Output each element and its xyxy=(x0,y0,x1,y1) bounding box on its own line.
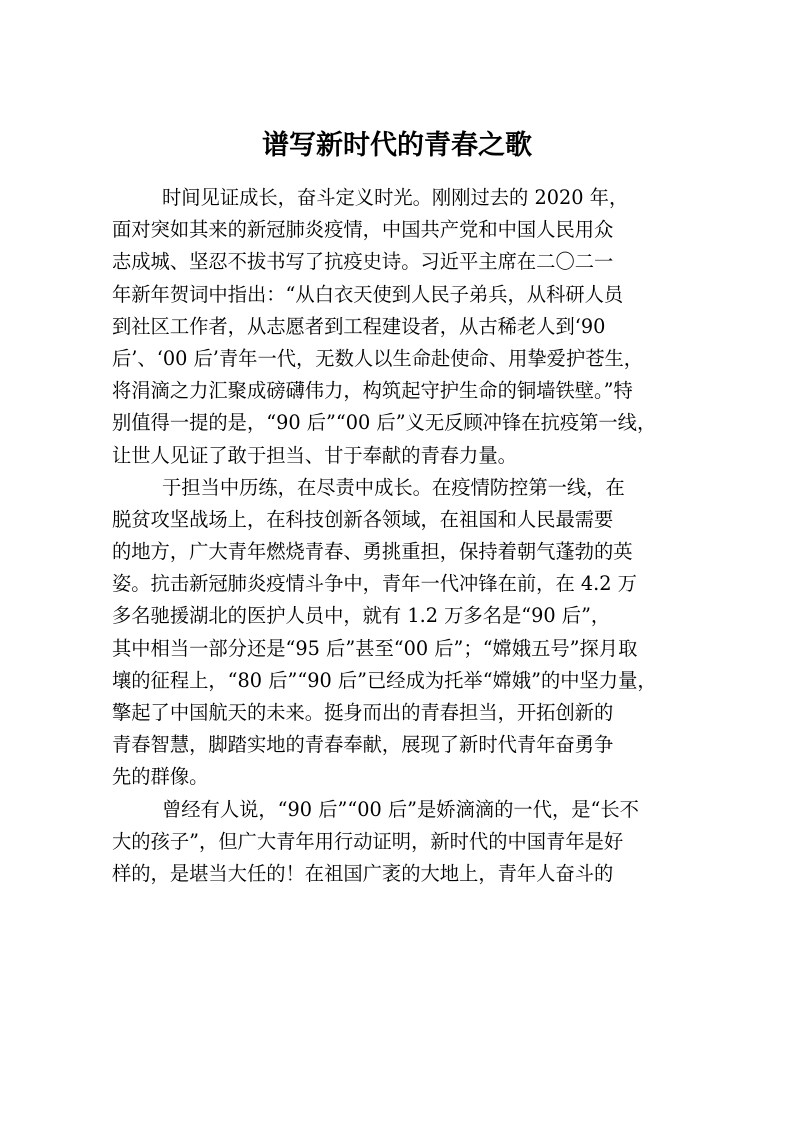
page-title: 谱写新时代的青春之歌 xyxy=(262,130,532,161)
text-line: 先的群像。 xyxy=(112,765,209,789)
text-line: 年新年贺词中指出：“从白衣天使到人民子弟兵，从科研人员 xyxy=(112,282,624,306)
text-line: 时间见证成长，奋斗定义时光。刚刚过去的 2020 年， xyxy=(162,186,629,209)
text-line: 姿。抗击新冠肺炎疫情斗争中，青年一代冲锋在前，在 4.2 万 xyxy=(112,572,637,596)
text-line: 样的，是堪当大任的！在祖国广袤的大地上，青年人奋斗的 xyxy=(112,861,614,885)
text-line: 多名驰援湖北的医护人员中，就有 1.2 万多名是“90 后”， xyxy=(112,604,611,628)
text-line: 曾经有人说，“90 后”“00 后”是娇滴滴的一代，是“长不 xyxy=(162,797,639,821)
text-line: 的地方，广大青年燃烧青春、勇挑重担，保持着朝气蓬勃的英 xyxy=(112,540,633,564)
text-line: 其中相当一部分还是“95 后”甚至“00 后”；“嫦娥五号”探月取 xyxy=(112,636,638,660)
text-line: 壤的征程上，“80 后”“90 后”已经成为托举“嫦娥”的中坚力量， xyxy=(112,668,657,692)
article-body xyxy=(112,182,684,890)
text-line: 于担当中历练，在尽责中成长。在疫情防控第一线，在 xyxy=(162,475,625,499)
text-line: 让世人见证了敢于担当、甘于奉献的青春力量。 xyxy=(112,443,517,467)
text-line: 到社区工作者，从志愿者到工程建设者，从古稀老人到‘90 xyxy=(112,314,606,338)
text-line: 面对突如其来的新冠肺炎疫情，中国共产党和中国人民用众 xyxy=(112,218,614,242)
text-line: 青春智慧，脚踏实地的青春奉献，展现了新时代青年奋勇争 xyxy=(112,733,614,757)
text-line: 将涓滴之力汇聚成磅礴伟力，构筑起守护生命的铜墙铁壁。”特 xyxy=(112,379,633,403)
text-line: 擎起了中国航天的未来。挺身而出的青春担当，开拓创新的 xyxy=(112,701,614,724)
text-line: 别值得一提的是，“90 后”“00 后”义无反顾冲锋在抗疫第一线， xyxy=(112,411,657,435)
text-line: 志成城、坚忍不拔书写了抗疫史诗。习近平主席在二〇二一 xyxy=(112,250,614,274)
text-line: 大的孩子”，但广大青年用行动证明，新时代的中国青年是好 xyxy=(112,829,624,853)
text-line: 后’、‘00 后’青年一代，无数人以生命赴使命、用挚爱护苍生， xyxy=(112,346,644,370)
text-line: 脱贫攻坚战场上，在科技创新各领域，在祖国和人民最需要 xyxy=(112,507,614,531)
